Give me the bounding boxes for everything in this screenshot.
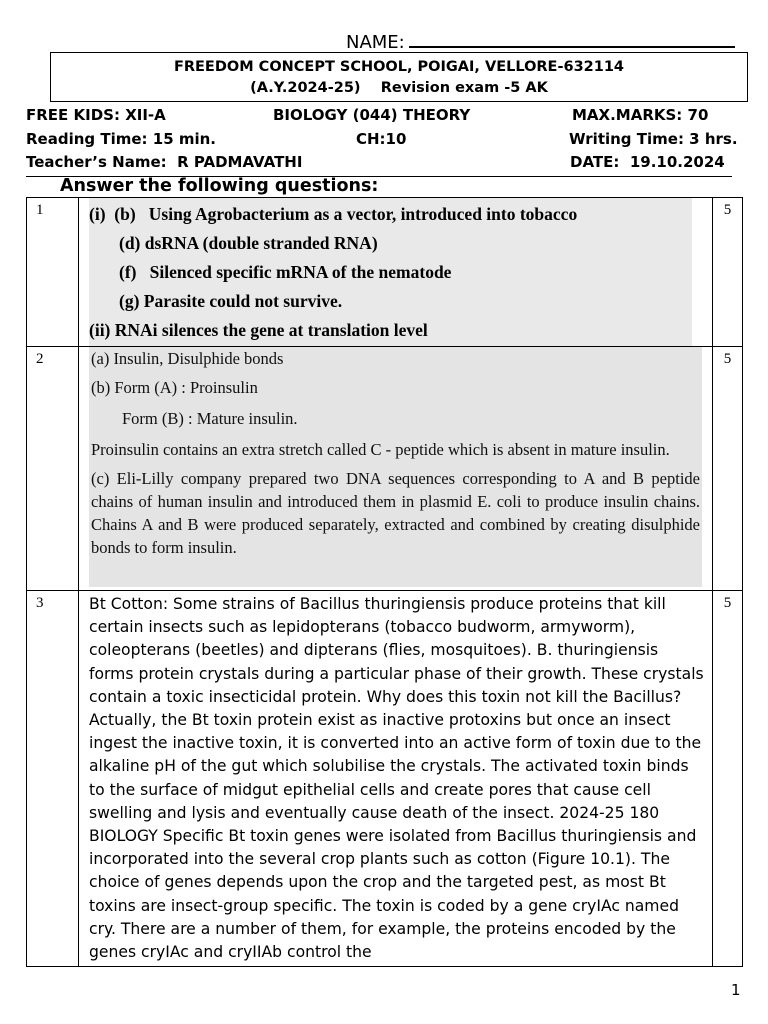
answer-cell — [79, 347, 713, 591]
school-header-box — [50, 52, 748, 102]
answer-line: (i) (b) Using Agrobacterium as a vector, introduced into tobacco — [89, 204, 578, 224]
table-row — [27, 198, 743, 347]
question-marks: 5 — [713, 591, 743, 967]
name-blank-line — [409, 30, 735, 48]
answer-line: (a) Insulin, Disulphide bonds — [91, 349, 284, 368]
table-row — [27, 347, 743, 591]
chapter-label: CH:10 — [356, 130, 407, 148]
answer-line: (f) Silenced specific mRNA of the nematode — [119, 262, 452, 282]
exam-title: (A.Y.2024-25) Revision exam -5 AK — [250, 80, 548, 96]
reading-time-label: Reading Time: 15 min. — [26, 130, 217, 148]
date-label: DATE: 19.10.2024 — [570, 153, 725, 171]
answer-line: Form (B) : Mature insulin. — [122, 409, 298, 428]
answer-cell — [79, 198, 713, 347]
teacher-label: Teacher’s Name: R PADMAVATHI — [26, 153, 303, 171]
answer-line: Proinsulin contains an extra stretch called C - peptide which is absent in mature insulin. — [91, 440, 670, 459]
question-number: 1 — [27, 198, 79, 347]
answer-line: (ii) RNAi silences the gene at translation level — [89, 320, 428, 340]
writing-time-label: Writing Time: 3 hrs. — [569, 130, 738, 148]
name-label: NAME: — [346, 32, 405, 53]
name-field — [346, 30, 735, 53]
subject-label: BIOLOGY (044) THEORY — [273, 106, 471, 124]
question-number: 3 — [27, 591, 79, 967]
instruction-text: Answer the following questions: — [60, 176, 379, 196]
page-number: 1 — [731, 981, 741, 999]
answer-text: Bt Cotton: Some strains of Bacillus thuringiensis produce proteins that kill certain insects such as lepidopterans (tobacco budworm, armyworm), coleopterans (beetles) and dipterans (flies, mosquitoes). B. thuringiensis forms protein crystals during a particular phase of their growth. These crystals contain a toxic insecticidal protein. Why does this toxin not kill the Bacillus? Actually, the Bt toxin protein exist as inactive protoxins but once an insect ingest the inactive toxin, it is converted into an active form of toxin due to the alkaline pH of the gut which solubilise the crystals. The activated toxin binds to the surface of midgut epithelial cells and create pores that cause cell swelling and lysis and eventually cause death of the insect. 2024-25 180 BIOLOGY Specific Bt toxin genes were isolated from Bacillus thuringiensis and incorporated into the several crop plants such as cotton (Figure 10.1). The choice of genes depends upon the crop and the targeted pest, as most Bt toxins are insect-group specific. The toxin is coded by a gene cryIAc named cry. There are a number of them, for example, the proteins encoded by the genes cryIAc and cryIIAb control the — [89, 595, 704, 962]
answer-line: (g) Parasite could not survive. — [119, 291, 343, 311]
max-marks-label: MAX.MARKS: 70 — [572, 106, 709, 124]
question-marks: 5 — [713, 198, 743, 347]
scanned-answer-image — [89, 347, 702, 587]
school-name: FREEDOM CONCEPT SCHOOL, POIGAI, VELLORE-632114 — [173, 59, 625, 75]
scanned-answer-image — [89, 198, 692, 346]
answer-table — [26, 197, 743, 967]
answer-cell — [79, 591, 713, 967]
answer-line: (d) dsRNA (double stranded RNA) — [119, 233, 378, 253]
class-label: FREE KIDS: XII-A — [26, 106, 166, 124]
question-number: 2 — [27, 347, 79, 591]
table-row — [27, 591, 743, 967]
question-marks: 5 — [713, 347, 743, 591]
answer-line: (c) Eli-Lilly company prepared two DNA sequences corresponding to A and B peptide chains of human insulin and introduced them in plasmid E. coli to produce insulin chains. Chains A and B were produced separately, extracted and combined by creating disulphide bonds to form insulin. — [91, 469, 700, 557]
answer-line: (b) Form (A) : Proinsulin — [91, 378, 258, 397]
